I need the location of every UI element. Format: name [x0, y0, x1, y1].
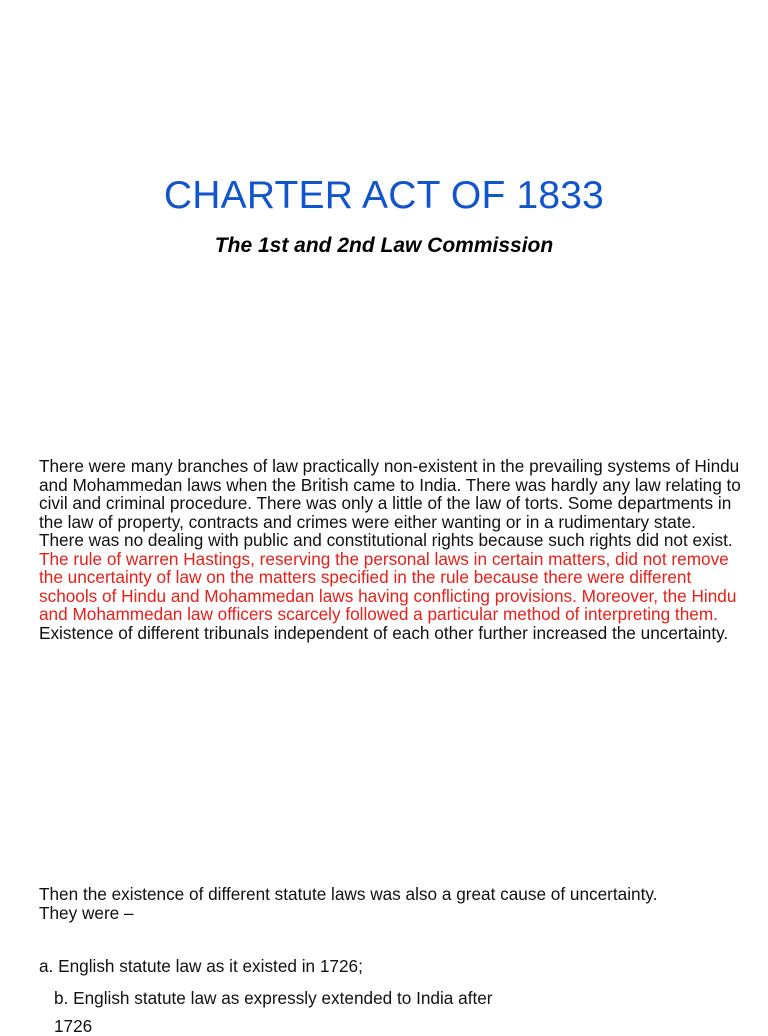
page-title: CHARTER ACT OF 1833	[163, 174, 605, 217]
body-paragraph-1	[39, 457, 744, 642]
paragraph-2-line-1: Then the existence of different statute laws was also a great cause of uncertainty.	[39, 884, 658, 904]
list-item-b-continuation: 1726	[54, 1016, 93, 1036]
list-item-a: a. English statute law as it existed in 1726;	[39, 956, 363, 976]
page-subtitle: The 1st and 2nd Law Commission	[214, 234, 554, 257]
paragraph-1-text-after: Existence of different tribunals independent of each other further increased the uncertainty.	[39, 622, 729, 643]
paragraph-2-line-2: They were –	[39, 902, 134, 923]
list-item-b: b. English statute law as expressly extended to India after	[54, 988, 493, 1008]
paragraph-1-highlighted-text: The rule of warren Hastings, reserving the personal laws in certain matters, did not remove the uncertainty of law on the matters specified in the rule because there were different schools of Hindu and Mohammedan laws having conflicting provisions. Moreover, the Hindu and Mohammedan law officers scarcely followed a particular method of interpreting them.	[39, 548, 737, 624]
paragraph-1-text-before: There were many branches of law practically non-existent in the prevailing systems of Hindu and Mohammedan laws when the British came to India. There was hardly any law relating to civil and criminal procedure. There was only a little of the law of torts. Some departments in the law of property, contracts and crimes were either wanting or in a rudimentary state. There was no dealing with public and constitutional rights because such rights did not exist.	[39, 456, 741, 550]
body-paragraph-2	[39, 885, 744, 922]
title-slide	[0, 0, 768, 400]
